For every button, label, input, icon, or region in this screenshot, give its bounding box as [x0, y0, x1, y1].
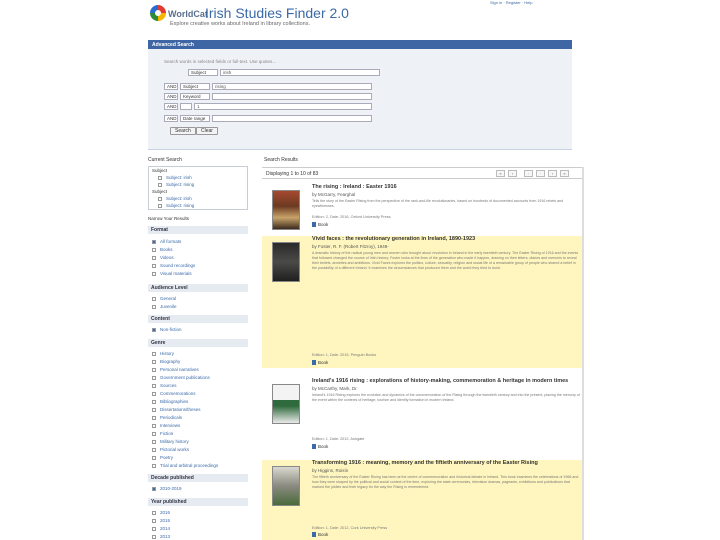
- field-select-2[interactable]: Subject: [180, 83, 210, 90]
- operator-select-4[interactable]: AND: [164, 103, 178, 110]
- book-cover-image[interactable]: [272, 466, 300, 506]
- format-checkbox[interactable]: [152, 248, 156, 252]
- format-checkbox[interactable]: [152, 264, 156, 268]
- result-title[interactable]: Vivid faces : the revolutionary generation in Ireland, 1890-1923: [312, 236, 476, 242]
- result-author: by Foster, R. F. (Robert Fitzroy), 1949-: [312, 244, 389, 249]
- result-meta: Edition: 1, Date: 2012, Cork University Press: [312, 526, 388, 530]
- search-results-title: Search Results: [264, 157, 298, 163]
- field-select-4[interactable]: [180, 103, 192, 110]
- current-search-term[interactable]: Subject: irish: [166, 196, 192, 201]
- search-button[interactable]: Search: [170, 127, 196, 135]
- year-checkbox[interactable]: [152, 527, 156, 531]
- remove-icon[interactable]: [158, 176, 162, 180]
- format-item[interactable]: All formats: [160, 239, 182, 244]
- decade-checkbox[interactable]: [152, 487, 156, 491]
- audience-item[interactable]: Juvenile: [160, 304, 177, 309]
- book-icon: [312, 444, 316, 449]
- genre-item[interactable]: Fiction: [160, 431, 174, 436]
- app-header: [0, 0, 720, 40]
- book-icon: [312, 222, 316, 227]
- genre-item[interactable]: Bibliographies: [160, 399, 189, 404]
- audience-checkbox[interactable]: [152, 305, 156, 309]
- audience-item[interactable]: General: [160, 296, 177, 301]
- genre-checkbox[interactable]: [152, 400, 156, 404]
- result-description: Tells the story of the Easter Rising from the perspective of the rank-and-file revolutionaries, based on hundreds of documented accounts from 1916 rebels and eyewitnesses.: [312, 199, 564, 208]
- result-author: by Higgins, Roisín: [312, 468, 349, 473]
- operator-select-5[interactable]: AND: [164, 115, 178, 122]
- genre-checkbox[interactable]: [152, 440, 156, 444]
- result-item: [262, 236, 582, 368]
- result-title[interactable]: Ireland's 1916 rising : explorations of history-making, commemoration & heritage in modern times: [312, 378, 569, 384]
- prev-page-icon[interactable]: ‹: [508, 170, 517, 177]
- book-icon: [312, 360, 316, 365]
- result-item: [262, 460, 582, 540]
- result-author: by McGarry, Fearghal: [312, 192, 356, 197]
- remove-icon[interactable]: [158, 204, 162, 208]
- genre-item[interactable]: Sources: [160, 383, 177, 388]
- last-page-icon[interactable]: »: [560, 170, 569, 177]
- remove-icon[interactable]: [158, 183, 162, 187]
- page-2-icon[interactable]: ·: [524, 170, 533, 177]
- year-item[interactable]: 2016: [160, 510, 171, 515]
- genre-item[interactable]: Biography: [160, 359, 181, 364]
- field-select-1[interactable]: Subject: [188, 69, 218, 76]
- result-description: Ireland's 1916 Rising explores the evolution and dynamics of the commemoration of the Rising through the twentieth century and into the present, placing the memory of the event within the contexts of heritage, tourism and identity formation in modern Ireland.: [312, 393, 580, 402]
- app-title: Irish Studies Finder 2.0: [205, 5, 349, 21]
- format-checkbox[interactable]: [152, 240, 156, 244]
- format-label: Book: [318, 222, 329, 227]
- genre-checkbox[interactable]: [152, 384, 156, 388]
- genre-item[interactable]: Government publications: [160, 375, 210, 380]
- operator-select-3[interactable]: AND: [164, 93, 178, 100]
- search-input-4[interactable]: 1: [194, 103, 372, 110]
- year-checkbox[interactable]: [152, 511, 156, 515]
- genre-item[interactable]: Periodicals: [160, 415, 183, 420]
- worldcat-logo-icon[interactable]: [150, 5, 166, 21]
- result-meta: Edition: 2, Date: 2016, Oxford University Press: [312, 215, 391, 219]
- year-item[interactable]: 2013: [160, 534, 171, 539]
- format-checkbox[interactable]: [152, 272, 156, 276]
- year-checkbox[interactable]: [152, 535, 156, 539]
- result-title[interactable]: The rising : Ireland : Easter 1916: [312, 184, 397, 190]
- book-cover-image[interactable]: [272, 384, 300, 424]
- genre-checkbox[interactable]: [152, 376, 156, 380]
- decade-item[interactable]: 2010-2019: [160, 486, 182, 491]
- field-select-3[interactable]: Keyword: [180, 93, 210, 100]
- result-title[interactable]: Transforming 1916 : meaning, memory and the fiftieth anniversary of the Easter Rising: [312, 460, 538, 466]
- field-select-5[interactable]: Date range: [180, 115, 210, 122]
- audience-checkbox[interactable]: [152, 297, 156, 301]
- result-author: by McCarthy, Mark, Dr.: [312, 386, 358, 391]
- facet-year-head[interactable]: Year published: [148, 498, 248, 506]
- narrow-results-title: Narrow Your Results: [148, 216, 190, 221]
- result-description: The fiftieth anniversary of the Easter Rising has been at the centre of commemoration and historical debate in Ireland. This book examines the celebrations of 1966 and how they were shaped by the political and social context of the time, exploring the state ceremonies, television dramas, pageants, exhibitions and publications that marked the jubilee and their legacy for the way the Rising is remembered.: [312, 475, 579, 489]
- result-item: [262, 184, 582, 234]
- current-search-title: Current Search: [148, 157, 182, 163]
- book-icon: [312, 532, 316, 537]
- genre-item[interactable]: History: [160, 351, 175, 356]
- genre-checkbox[interactable]: [152, 424, 156, 428]
- header-links[interactable]: Sign in · Register · Help: [490, 0, 533, 5]
- search-input-3[interactable]: [212, 93, 372, 100]
- genre-item[interactable]: Poetry: [160, 455, 174, 460]
- genre-item[interactable]: Interviews: [160, 423, 181, 428]
- facet-audience-head[interactable]: Audience Level: [148, 284, 248, 292]
- format-item[interactable]: Videos: [160, 255, 174, 260]
- results-scrollbar[interactable]: [582, 167, 584, 540]
- genre-checkbox[interactable]: [152, 360, 156, 364]
- advanced-search-bar[interactable]: Advanced Search: [148, 40, 572, 49]
- search-input-5[interactable]: [212, 115, 372, 122]
- year-checkbox[interactable]: [152, 519, 156, 523]
- facet-decade-head[interactable]: Decade published: [148, 474, 248, 482]
- advanced-search-intro: Search words in selected fields or full-text. Use quotes...: [164, 59, 277, 64]
- genre-item[interactable]: Pictorial works: [160, 447, 190, 452]
- genre-item[interactable]: Personal narratives: [160, 367, 199, 372]
- current-search-term[interactable]: Subject: irish: [166, 175, 192, 180]
- genre-checkbox[interactable]: [152, 392, 156, 396]
- search-input-1[interactable]: irish: [220, 69, 380, 76]
- result-format: [312, 444, 328, 449]
- genre-checkbox[interactable]: [152, 408, 156, 412]
- result-item: [262, 378, 582, 456]
- genre-item[interactable]: Military history: [160, 439, 189, 444]
- genre-checkbox[interactable]: [152, 368, 156, 372]
- app-subtitle: Explore creative works about Ireland in library collections.: [170, 21, 311, 27]
- remove-icon[interactable]: [158, 197, 162, 201]
- results-count: Displaying 1 to 10 of 83: [266, 171, 319, 177]
- format-item[interactable]: Visual materials: [160, 271, 192, 276]
- result-format: [312, 360, 328, 365]
- page-3-icon[interactable]: ·: [536, 170, 545, 177]
- genre-item[interactable]: Dissertations/theses: [160, 407, 201, 412]
- current-search-term[interactable]: Subject: rising: [166, 203, 195, 208]
- format-label: Book: [318, 360, 329, 365]
- genre-item[interactable]: Trial and arbitral proceedings: [160, 463, 219, 468]
- year-item[interactable]: 2015: [160, 518, 171, 523]
- format-label: Book: [318, 532, 329, 537]
- format-item[interactable]: Sound recordings: [160, 263, 196, 268]
- search-input-2[interactable]: rising: [212, 83, 372, 90]
- format-checkbox[interactable]: [152, 256, 156, 260]
- clear-button[interactable]: Clear: [196, 127, 218, 135]
- year-item[interactable]: 2014: [160, 526, 171, 531]
- result-meta: Edition: 1, Date: 2015, Penguin Books: [312, 353, 377, 357]
- result-format: [312, 222, 328, 227]
- first-page-icon[interactable]: «: [496, 170, 505, 177]
- next-page-icon[interactable]: ›: [548, 170, 557, 177]
- current-search-item: Subject: [152, 168, 168, 173]
- result-format: [312, 532, 328, 537]
- advanced-search-panel: [148, 49, 572, 150]
- result-meta: Edition: 1, Date: 2012, Ashgate: [312, 437, 365, 441]
- results-paging-bar: [262, 167, 582, 179]
- content-checkbox[interactable]: [152, 328, 156, 332]
- format-item[interactable]: Books: [160, 247, 173, 252]
- facet-genre-head[interactable]: Genre: [148, 339, 248, 347]
- worldcat-logo-text[interactable]: WorldCat: [168, 9, 208, 19]
- content-item[interactable]: Non-fiction: [160, 327, 182, 332]
- result-description: A dramatic history of the radical young men and women who brought about revolution in Ireland in the early twentieth century. The Easter Rising of 1916 and the events that followed changed the course of Irish history; Foster looks at the lives of the generation who made it happen, drawing on their letters, diaries and memoirs to reveal their beliefs, anxieties and ambitions. Vivid Faces explores the politics, culture, sexuality, religion and social life of a remarkable group of people who shared a belief in the possibility of a different Ireland. It examines the circumstances that produced them and the world they tried to build.: [312, 251, 579, 270]
- genre-checkbox[interactable]: [152, 448, 156, 452]
- current-search-term[interactable]: Subject: rising: [166, 182, 195, 187]
- operator-select-2[interactable]: AND: [164, 83, 178, 90]
- facet-format-head[interactable]: Format: [148, 226, 248, 234]
- genre-checkbox[interactable]: [152, 456, 156, 460]
- genre-checkbox[interactable]: [152, 416, 156, 420]
- format-label: Book: [318, 444, 329, 449]
- genre-item[interactable]: Commemorations: [160, 391, 196, 396]
- facet-content-head[interactable]: Content: [148, 315, 248, 323]
- current-search-item: Subject: [152, 189, 168, 194]
- book-cover-image[interactable]: [272, 190, 300, 230]
- genre-checkbox[interactable]: [152, 464, 156, 468]
- genre-checkbox[interactable]: [152, 352, 156, 356]
- genre-checkbox[interactable]: [152, 432, 156, 436]
- book-cover-image[interactable]: [272, 242, 300, 282]
